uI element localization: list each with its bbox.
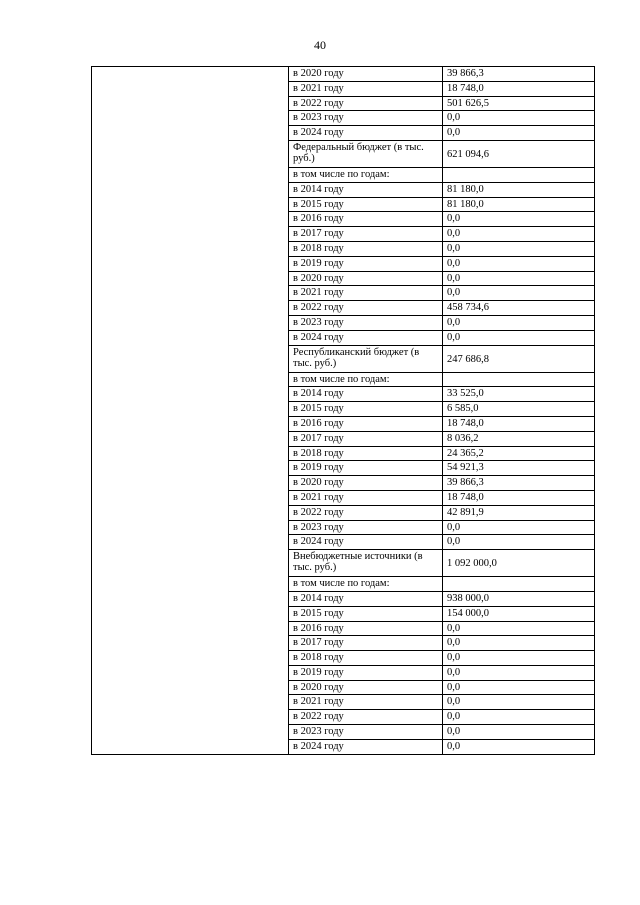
row-value: 81 180,0 bbox=[443, 182, 595, 197]
row-label: в 2019 году bbox=[289, 461, 443, 476]
row-label: в 2018 году bbox=[289, 241, 443, 256]
row-label: в том числе по годам: bbox=[289, 372, 443, 387]
row-value: 247 686,8 bbox=[443, 345, 595, 372]
row-value: 458 734,6 bbox=[443, 301, 595, 316]
row-value: 24 365,2 bbox=[443, 446, 595, 461]
page-number: 40 bbox=[314, 38, 326, 52]
row-value: 0,0 bbox=[443, 286, 595, 301]
row-label: в 2024 году bbox=[289, 535, 443, 550]
row-label: в 2019 году bbox=[289, 665, 443, 680]
row-label: в 2019 году bbox=[289, 256, 443, 271]
row-value: 81 180,0 bbox=[443, 197, 595, 212]
row-value: 0,0 bbox=[443, 271, 595, 286]
row-value: 0,0 bbox=[443, 535, 595, 550]
row-label: в 2017 году bbox=[289, 636, 443, 651]
row-label: в 2024 году bbox=[289, 330, 443, 345]
row-value: 0,0 bbox=[443, 636, 595, 651]
funding-table bbox=[91, 66, 595, 755]
row-label: в 2022 году bbox=[289, 96, 443, 111]
row-label: Федеральный бюджет (в тыс. руб.) bbox=[289, 140, 443, 167]
row-label: в том числе по годам: bbox=[289, 167, 443, 182]
row-value: 33 525,0 bbox=[443, 387, 595, 402]
row-label: в 2023 году bbox=[289, 111, 443, 126]
funding-table-body bbox=[92, 67, 595, 755]
row-value: 0,0 bbox=[443, 126, 595, 141]
row-value: 0,0 bbox=[443, 695, 595, 710]
row-label: в 2020 году bbox=[289, 476, 443, 491]
row-label: в 2021 году bbox=[289, 81, 443, 96]
row-label: в 2017 году bbox=[289, 227, 443, 242]
row-label: в 2018 году bbox=[289, 446, 443, 461]
row-value: 42 891,9 bbox=[443, 505, 595, 520]
row-label: в 2021 году bbox=[289, 286, 443, 301]
row-value: 0,0 bbox=[443, 212, 595, 227]
row-label: в 2015 году bbox=[289, 197, 443, 212]
row-value bbox=[443, 167, 595, 182]
row-value: 0,0 bbox=[443, 227, 595, 242]
row-value: 0,0 bbox=[443, 111, 595, 126]
row-label: в 2015 году bbox=[289, 606, 443, 621]
row-label: в 2022 году bbox=[289, 505, 443, 520]
row-label: в 2023 году bbox=[289, 520, 443, 535]
row-value: 0,0 bbox=[443, 256, 595, 271]
row-label: в 2014 году bbox=[289, 182, 443, 197]
row-value: 0,0 bbox=[443, 330, 595, 345]
row-label: Республиканский бюджет (в тыс. руб.) bbox=[289, 345, 443, 372]
row-value: 0,0 bbox=[443, 520, 595, 535]
row-value: 0,0 bbox=[443, 680, 595, 695]
row-label: в 2014 году bbox=[289, 387, 443, 402]
row-label: в 2016 году bbox=[289, 416, 443, 431]
row-label: в 2020 году bbox=[289, 271, 443, 286]
row-value: 39 866,3 bbox=[443, 67, 595, 82]
row-label: в 2023 году bbox=[289, 725, 443, 740]
row-label: в 2018 году bbox=[289, 651, 443, 666]
row-label: в 2021 году bbox=[289, 490, 443, 505]
row-value: 18 748,0 bbox=[443, 81, 595, 96]
row-value: 0,0 bbox=[443, 315, 595, 330]
row-value: 501 626,5 bbox=[443, 96, 595, 111]
row-label: в том числе по годам: bbox=[289, 577, 443, 592]
row-label: в 2024 году bbox=[289, 126, 443, 141]
row-value: 0,0 bbox=[443, 725, 595, 740]
row-label: в 2023 году bbox=[289, 315, 443, 330]
row-label: в 2015 году bbox=[289, 402, 443, 417]
row-value: 0,0 bbox=[443, 651, 595, 666]
row-label: в 2020 году bbox=[289, 680, 443, 695]
row-label: в 2017 году bbox=[289, 431, 443, 446]
row-value: 0,0 bbox=[443, 621, 595, 636]
row-value: 938 000,0 bbox=[443, 591, 595, 606]
row-value: 1 092 000,0 bbox=[443, 550, 595, 577]
row-label: Внебюджетные источники (в тыс. руб.) bbox=[289, 550, 443, 577]
row-label: в 2022 году bbox=[289, 710, 443, 725]
row-label: в 2020 году bbox=[289, 67, 443, 82]
merged-description-cell bbox=[92, 67, 289, 755]
row-value: 6 585,0 bbox=[443, 402, 595, 417]
row-value: 0,0 bbox=[443, 710, 595, 725]
row-value: 0,0 bbox=[443, 665, 595, 680]
row-value: 54 921,3 bbox=[443, 461, 595, 476]
row-label: в 2022 году bbox=[289, 301, 443, 316]
row-label: в 2016 году bbox=[289, 212, 443, 227]
row-label: в 2016 году bbox=[289, 621, 443, 636]
row-value bbox=[443, 577, 595, 592]
row-value: 154 000,0 bbox=[443, 606, 595, 621]
row-value: 0,0 bbox=[443, 739, 595, 754]
row-label: в 2021 году bbox=[289, 695, 443, 710]
row-label: в 2024 году bbox=[289, 739, 443, 754]
table-row bbox=[92, 67, 595, 82]
row-value: 18 748,0 bbox=[443, 490, 595, 505]
row-label: в 2014 году bbox=[289, 591, 443, 606]
row-value: 18 748,0 bbox=[443, 416, 595, 431]
row-value: 8 036,2 bbox=[443, 431, 595, 446]
row-value: 39 866,3 bbox=[443, 476, 595, 491]
row-value: 0,0 bbox=[443, 241, 595, 256]
row-value bbox=[443, 372, 595, 387]
row-value: 621 094,6 bbox=[443, 140, 595, 167]
